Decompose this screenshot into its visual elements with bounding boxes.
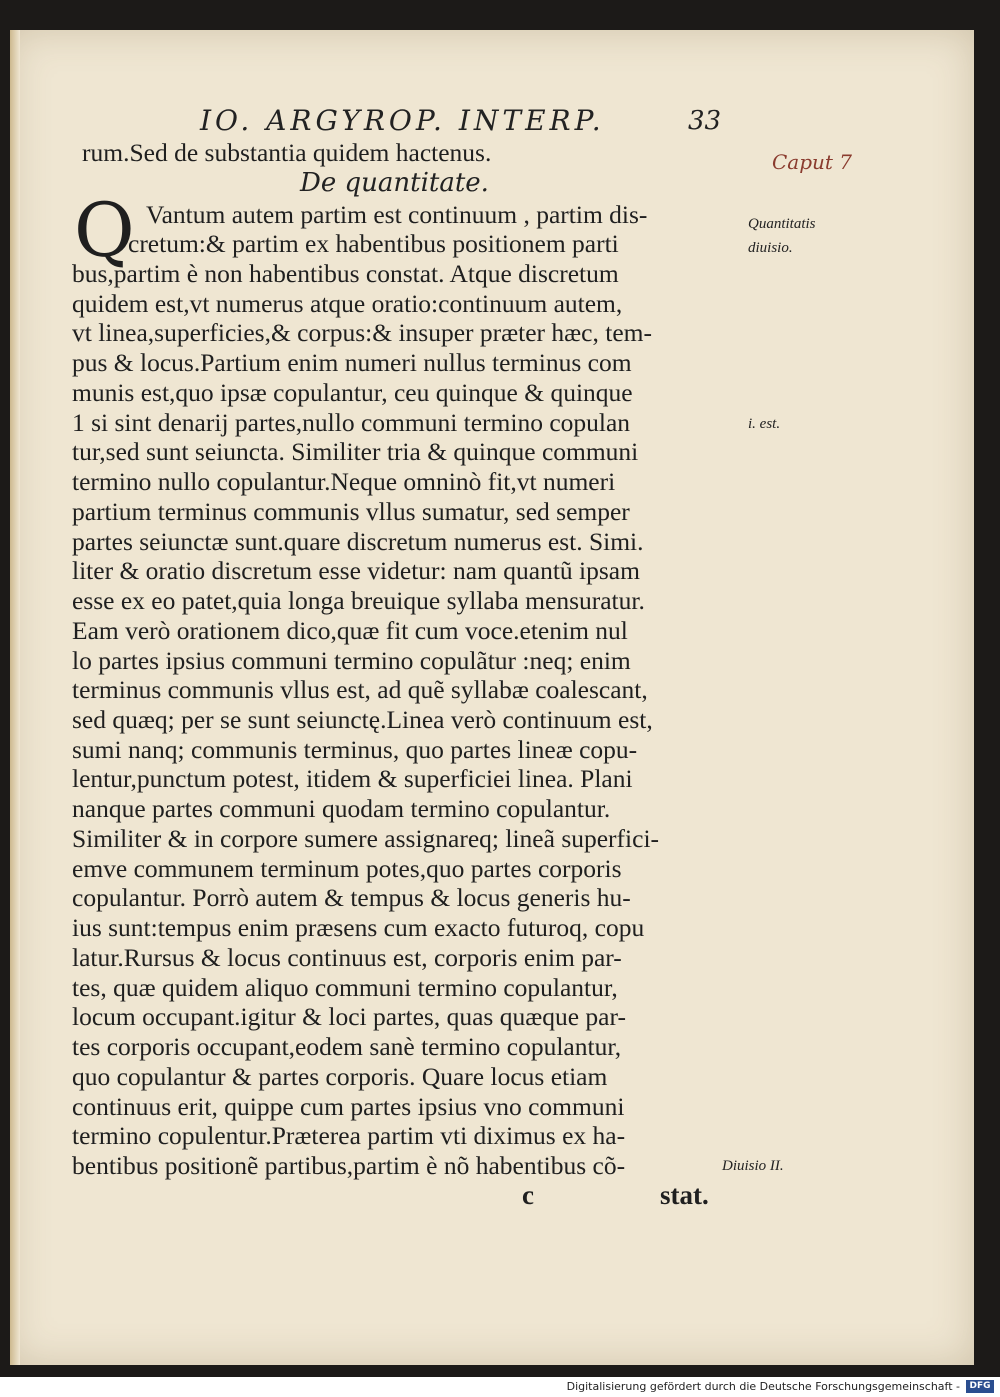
page-number: 33 <box>688 106 722 136</box>
page-edge <box>10 30 20 1365</box>
text-line: continuus erit, quippe cum partes ipsius vno communi <box>72 1092 625 1121</box>
text-line: quo copulantur & partes corporis. Quare locus etiam <box>72 1062 608 1091</box>
text-line: munis est,quo ipsæ copulantur, ceu quinque & quinque <box>72 378 633 407</box>
text-line: Similiter & in corpore sumere assignareq; lineã superfici- <box>72 824 660 853</box>
text-line: ius sunt:tempus enim præsens cum exacto futuroq, copu <box>72 913 645 942</box>
handwritten-annotation: Caput 7 <box>772 150 853 174</box>
text-line: rum.Sed de substantia quidem hactenus. <box>82 138 492 167</box>
text-line: lentur,punctum potest, itidem & superficiei linea. Plani <box>72 764 633 793</box>
running-head: IO. ARGYROP. INTERP. <box>200 104 605 137</box>
text-line: liter & oratio discretum esse videtur: nam quantũ ipsam <box>72 556 640 585</box>
marginal-note-quantitatis: Quantitatis <box>748 216 816 232</box>
text-line: tes, quæ quidem aliquo communi termino copulantur, <box>72 973 618 1002</box>
marginal-note-divisio: diuisio. <box>748 240 793 256</box>
text-line: cretum:& partim ex habentibus positionem parti <box>128 229 619 258</box>
text-line: termino nullo copulantur.Neque omninò fit,vt numeri <box>72 467 616 496</box>
signature-mark: c <box>522 1180 534 1210</box>
text-line: tur,sed sunt seiuncta. Similiter tria & quinque communi <box>72 437 639 466</box>
dfg-logo: DFG <box>966 1380 994 1393</box>
text-line: copulantur. Porrò autem & tempus & locus generis hu- <box>72 883 631 912</box>
text-line: termino copulentur.Præterea partim vti diximus ex ha- <box>72 1121 626 1150</box>
text-line: bus,partim è non habentibus constat. Atque discretum <box>72 259 619 288</box>
text-line: partium terminus communis vllus sumatur, sed semper <box>72 497 630 526</box>
text-line: emve communem terminum potes,quo partes corporis <box>72 854 622 883</box>
text-line: pus & locus.Partium enim numeri nullus terminus com <box>72 348 632 377</box>
text-line: Vantum autem partim est continuum , partim dis- <box>146 200 648 229</box>
text-line: locum occupant.igitur & loci partes, quas quæque par- <box>72 1002 626 1031</box>
text-line: tes corporis occupant,eodem sanè termino copulantur, <box>72 1032 622 1061</box>
drop-cap: Q <box>74 188 135 274</box>
text-line: terminus communis vllus est, ad quẽ syllabæ coalescant, <box>72 675 648 704</box>
marginal-note-i-est: i. est. <box>748 416 781 432</box>
footer-credit: Digitalisierung gefördert durch die Deutsche Forschungsgemeinschaft - <box>566 1380 960 1393</box>
text-line: sed quæq; per se sunt seiunctę.Linea verò continuum est, <box>72 705 653 734</box>
text-line: esse ex eo patet,quia longa breuique syllaba mensuratur. <box>72 586 645 615</box>
text-line: bentibus positionẽ partibus,partim è nõ habentibus cõ- <box>72 1151 626 1180</box>
text-line: vt linea,superficies,& corpus:& insuper præter hæc, tem- <box>72 318 652 347</box>
catchword: stat. <box>660 1180 709 1210</box>
section-heading: De quantitate. <box>300 168 489 198</box>
marginal-note-divisio-ii: Diuisio II. <box>722 1158 784 1174</box>
text-line: 1 si sint denarij partes,nullo communi termino copulan <box>72 408 631 437</box>
text-line: lo partes ipsius communi termino copulãtur :neq; enim <box>72 646 631 675</box>
text-line: latur.Rursus & locus continuus est, corporis enim par- <box>72 943 622 972</box>
text-line: nanque partes communi quodam termino copulantur. <box>72 794 611 823</box>
text-line: quidem est,vt numerus atque oratio:continuum autem, <box>72 289 623 318</box>
text-line: sumi nanq; communis terminus, quo partes lineæ copu- <box>72 735 638 764</box>
text-line: Eam verò orationem dico,quæ fit cum voce.etenim nul <box>72 616 628 645</box>
text-line: partes seiunctæ sunt.quare discretum numerus est. Simi. <box>72 527 644 556</box>
